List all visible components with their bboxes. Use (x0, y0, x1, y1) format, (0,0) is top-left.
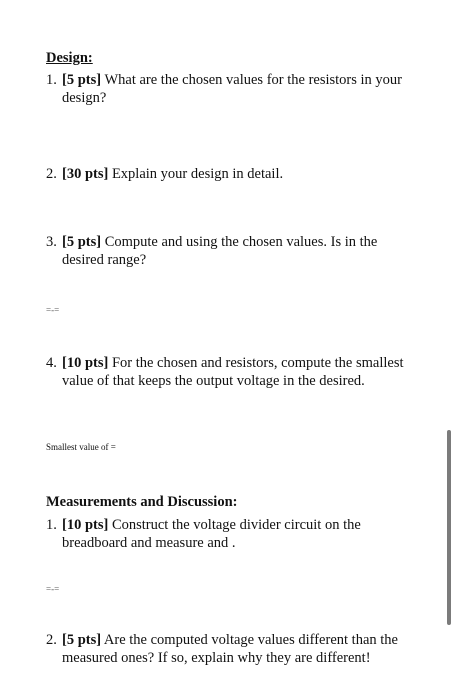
answer-mark: =-= (46, 584, 60, 594)
question-number: 2. (46, 632, 57, 648)
measurements-question-2 (46, 631, 404, 667)
question-points: [5 pts] (62, 234, 102, 250)
design-heading: Design: (46, 50, 93, 66)
smallest-value-label: Smallest value of = (46, 442, 116, 452)
vertical-scrollbar[interactable] (447, 430, 451, 625)
question-text: What are the chosen values for the resistors in your design? (62, 72, 403, 106)
question-number: 3. (46, 234, 57, 250)
question-points: [10 pts] (62, 517, 109, 533)
question-points: [10 pts] (62, 355, 109, 371)
question-text: Compute and using the chosen values. Is in the desired range? (62, 234, 378, 268)
question-number: 1. (46, 517, 57, 533)
design-question-2 (46, 165, 404, 183)
question-text: Construct the voltage divider circuit on the breadboard and measure and . (62, 517, 361, 551)
question-number: 4. (46, 355, 57, 371)
question-points: [5 pts] (62, 632, 102, 648)
question-text: For the chosen and resistors, compute the smallest value of that keeps the output voltage in the desired. (62, 355, 404, 389)
design-question-1 (46, 71, 404, 107)
question-text: Are the computed voltage values different than the measured ones? If so, explain why they are different! (62, 632, 398, 666)
measurements-heading: Measurements and Discussion: (46, 494, 238, 510)
question-points: [5 pts] (62, 72, 102, 88)
answer-mark: =-= (46, 305, 60, 315)
design-question-3 (46, 233, 404, 269)
question-points: [30 pts] (62, 166, 109, 182)
design-question-4 (46, 354, 404, 390)
question-number: 2. (46, 166, 57, 182)
question-text: Explain your design in detail. (111, 166, 284, 182)
measurements-question-1 (46, 516, 404, 552)
question-number: 1. (46, 72, 57, 88)
